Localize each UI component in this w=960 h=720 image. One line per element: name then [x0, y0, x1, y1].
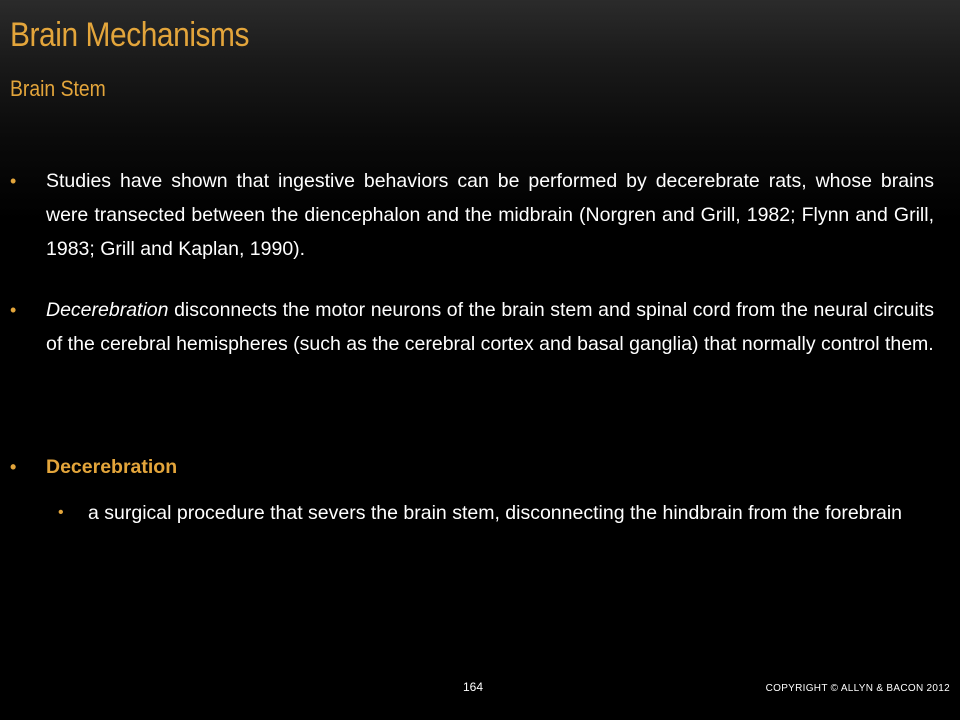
bullet-item	[10, 164, 934, 266]
bullet-marker: •	[10, 300, 17, 320]
bullet-text: disconnects the motor neurons of the brain stem and spinal cord from the neural circuits of the cerebral hemispheres (such as the cerebral cortex and basal ganglia) that normally control them.	[46, 299, 934, 355]
bullet-marker: •	[10, 457, 17, 477]
slide-subtitle: Brain Stem	[10, 76, 106, 101]
sub-bullet-item	[58, 496, 940, 530]
bullet-heading: Decerebration	[46, 456, 178, 478]
bullet-term: Decerebration	[46, 299, 169, 321]
copyright-notice: COPYRIGHT © ALLYN & BACON 2012	[765, 683, 950, 694]
bullet-text: Studies have shown that ingestive behaviors can be performed by decerebrate rats, whose brains were transected between the diencephalon and the midbrain (Norgren and Grill, 1982; Flynn and Grill, 1983; Grill and Kaplan, 1990).	[46, 170, 934, 260]
bullet-marker: •	[58, 504, 64, 521]
page-number: 164	[463, 680, 484, 694]
sub-bullet-text: a surgical procedure that severs the brain stem, disconnecting the hindbrain from the forebrain	[88, 502, 903, 524]
bullet-item	[10, 293, 934, 361]
bullet-item	[10, 450, 934, 484]
bullet-marker: •	[10, 171, 17, 191]
slide-title: Brain Mechanisms	[10, 16, 250, 54]
